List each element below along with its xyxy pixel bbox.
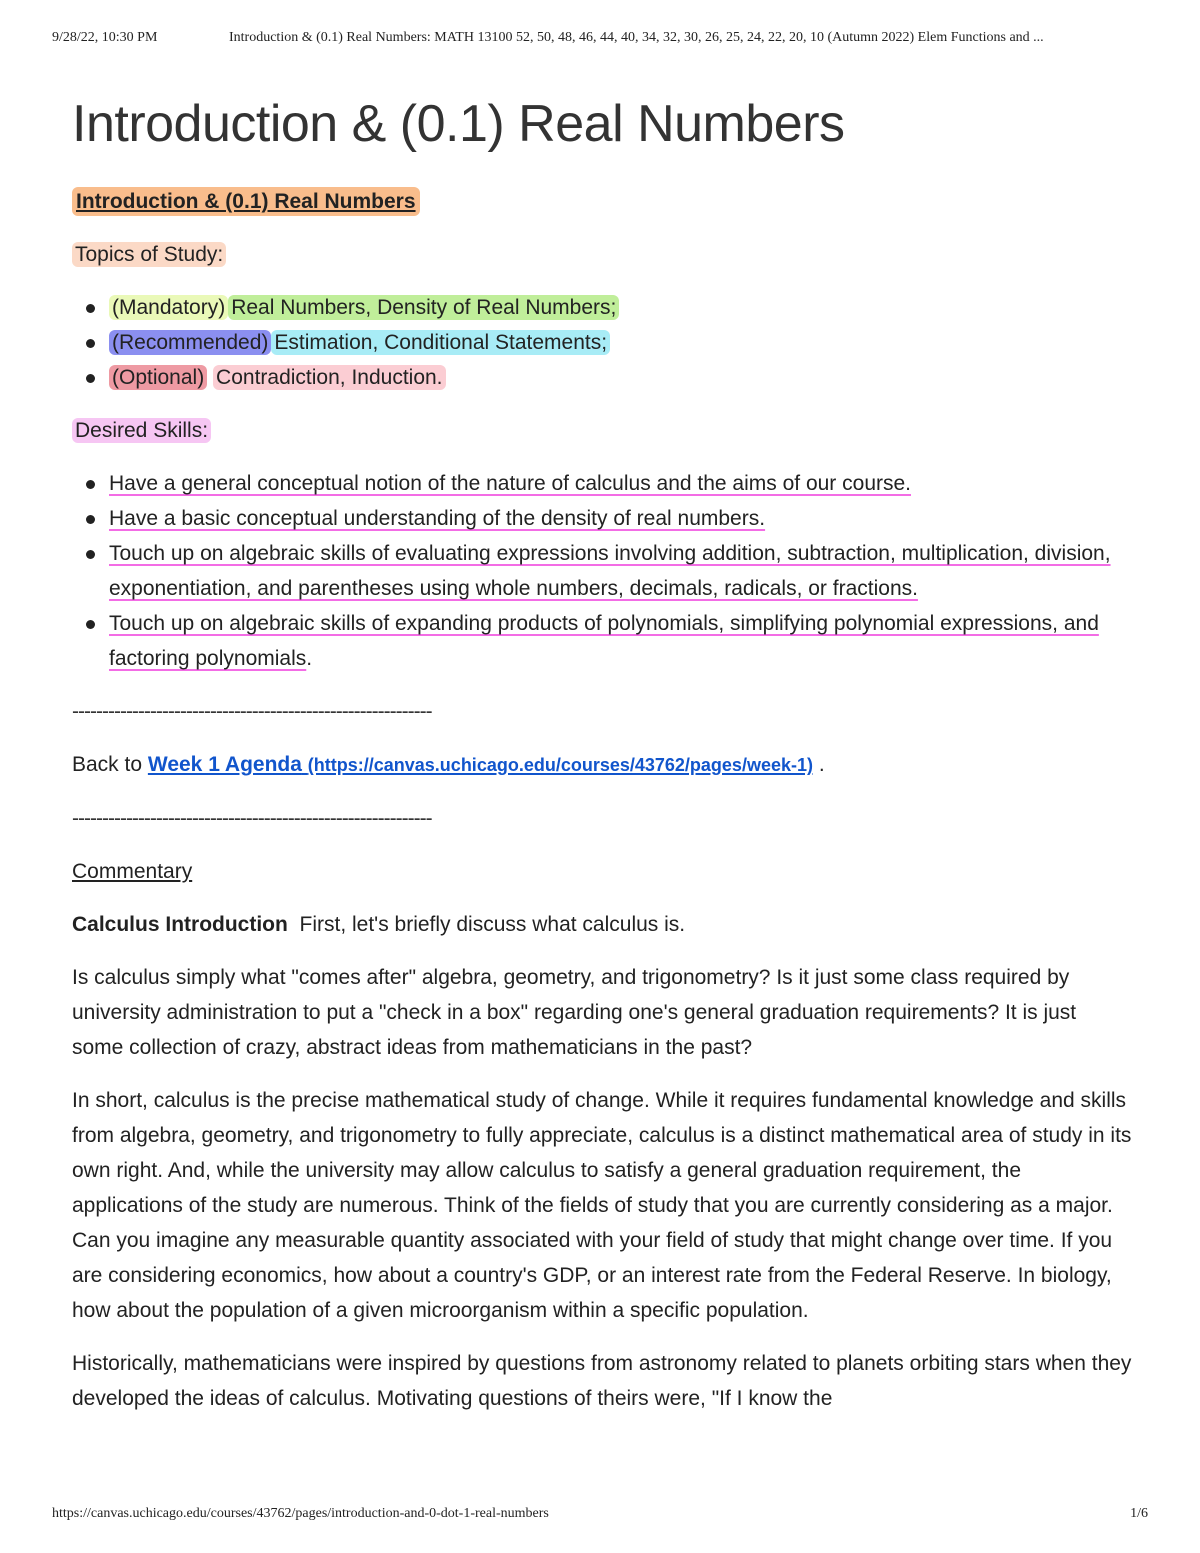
topics-label	[72, 237, 1132, 272]
skill-text: Touch up on algebraic skills of expanding products of polynomials, simplifying polynomial expressions, and factoring polynomials	[109, 612, 1099, 670]
skill-item	[109, 536, 1132, 606]
page-number: 1/6	[1130, 1506, 1148, 1521]
topic-text: Real Numbers, Density of Real Numbers;	[228, 295, 619, 320]
section-heading	[72, 184, 1132, 219]
skill-item	[109, 606, 1132, 676]
topic-item-mandatory	[109, 290, 1132, 325]
print-url: https://canvas.uchicago.edu/courses/43762/pages/introduction-and-0-dot-1-real-numbers	[52, 1506, 549, 1521]
topic-tag: (Recommended)	[109, 330, 271, 355]
body-paragraph: In short, calculus is the precise mathematical study of change. While it requires fundamental knowledge and skills from algebra, geometry, and trigonometry to fully appreciate, calculus is a distinct mathematical area of study in its own right. And, while the university may allow calculus to satisfy a general graduation requirement, the applications of the study are numerous. Think of the fields of study that you are currently considering as a major. Can you imagine any measurable quantity associated with your field of study that might change over time. If you are considering economics, how about a country's GDP, or an interest rate from the Federal Reserve. In biology, how about the population of a given microorganism within a specific population.	[72, 1089, 1132, 1322]
page-title: Introduction & (0.1) Real Numbers	[72, 95, 845, 153]
back-prefix: Back to	[72, 753, 148, 776]
skill-text: Touch up on algebraic skills of evaluating expressions involving addition, subtraction, multiplication, division, exponentiation, and parentheses using whole numbers, decimals, radicals, or fractions.	[109, 542, 1111, 600]
skill-text: Have a general conceptual notion of the nature of calculus and the aims of our course.	[109, 472, 911, 495]
print-date: 9/28/22, 10:30 PM	[52, 30, 158, 45]
back-line	[72, 747, 1132, 783]
page-content	[72, 92, 1132, 1416]
print-doc-title: Introduction & (0.1) Real Numbers: MATH 13100 52, 50, 48, 46, 44, 40, 34, 32, 30, 26, 25, 24, 22, 20, 10 (Autumn 2022) Elem Functions and ...	[229, 30, 1044, 45]
print-header	[52, 30, 1148, 50]
skill-item	[109, 501, 1132, 536]
section-heading-text: Introduction & (0.1) Real Numbers	[72, 187, 420, 216]
skills-label	[72, 413, 1132, 448]
intro-paragraph	[72, 907, 1132, 942]
topic-tag: (Optional)	[109, 365, 207, 390]
topics-list	[72, 290, 1132, 395]
skill-text: Have a basic conceptual understanding of the density of real numbers.	[109, 507, 766, 530]
topics-label-text: Topics of Study:	[72, 242, 226, 267]
print-footer	[52, 1506, 1148, 1526]
topic-text: Contradiction, Induction.	[213, 365, 445, 390]
commentary-heading: Commentary	[72, 860, 193, 883]
separator-line: ------------------------------------------------------------	[72, 807, 432, 830]
intro-lead: Calculus Introduction	[72, 913, 288, 936]
link-text: Week 1 Agenda	[147, 753, 302, 776]
intro-text: First, let's briefly discuss what calculus is.	[299, 913, 686, 936]
topic-tag: (Mandatory)	[109, 295, 228, 320]
topic-item-optional	[109, 360, 1132, 395]
week-1-agenda-link[interactable]	[148, 753, 813, 776]
topic-item-recommended	[109, 325, 1132, 360]
topic-text: Estimation, Conditional Statements;	[271, 330, 610, 355]
skill-suffix: .	[306, 647, 313, 670]
skills-list	[72, 466, 1132, 676]
separator-line: ------------------------------------------------------------	[72, 700, 432, 723]
back-suffix: .	[818, 753, 825, 776]
skill-item	[109, 466, 1132, 501]
skills-label-text: Desired Skills:	[72, 418, 211, 443]
body-paragraph: Is calculus simply what "comes after" algebra, geometry, and trigonometry? Is it just some class required by university administration to put a "check in a box" regarding one's general graduation requirements? It is just some collection of crazy, abstract ideas from mathematicians in the past?	[72, 966, 1077, 1059]
body-paragraph: Historically, mathematicians were inspired by questions from astronomy related to planets orbiting stars when they developed the ideas of calculus. Motivating questions of theirs were, "If I know the	[72, 1352, 1132, 1410]
link-url: (https://canvas.uchicago.edu/courses/43762/pages/week-1)	[307, 755, 813, 775]
